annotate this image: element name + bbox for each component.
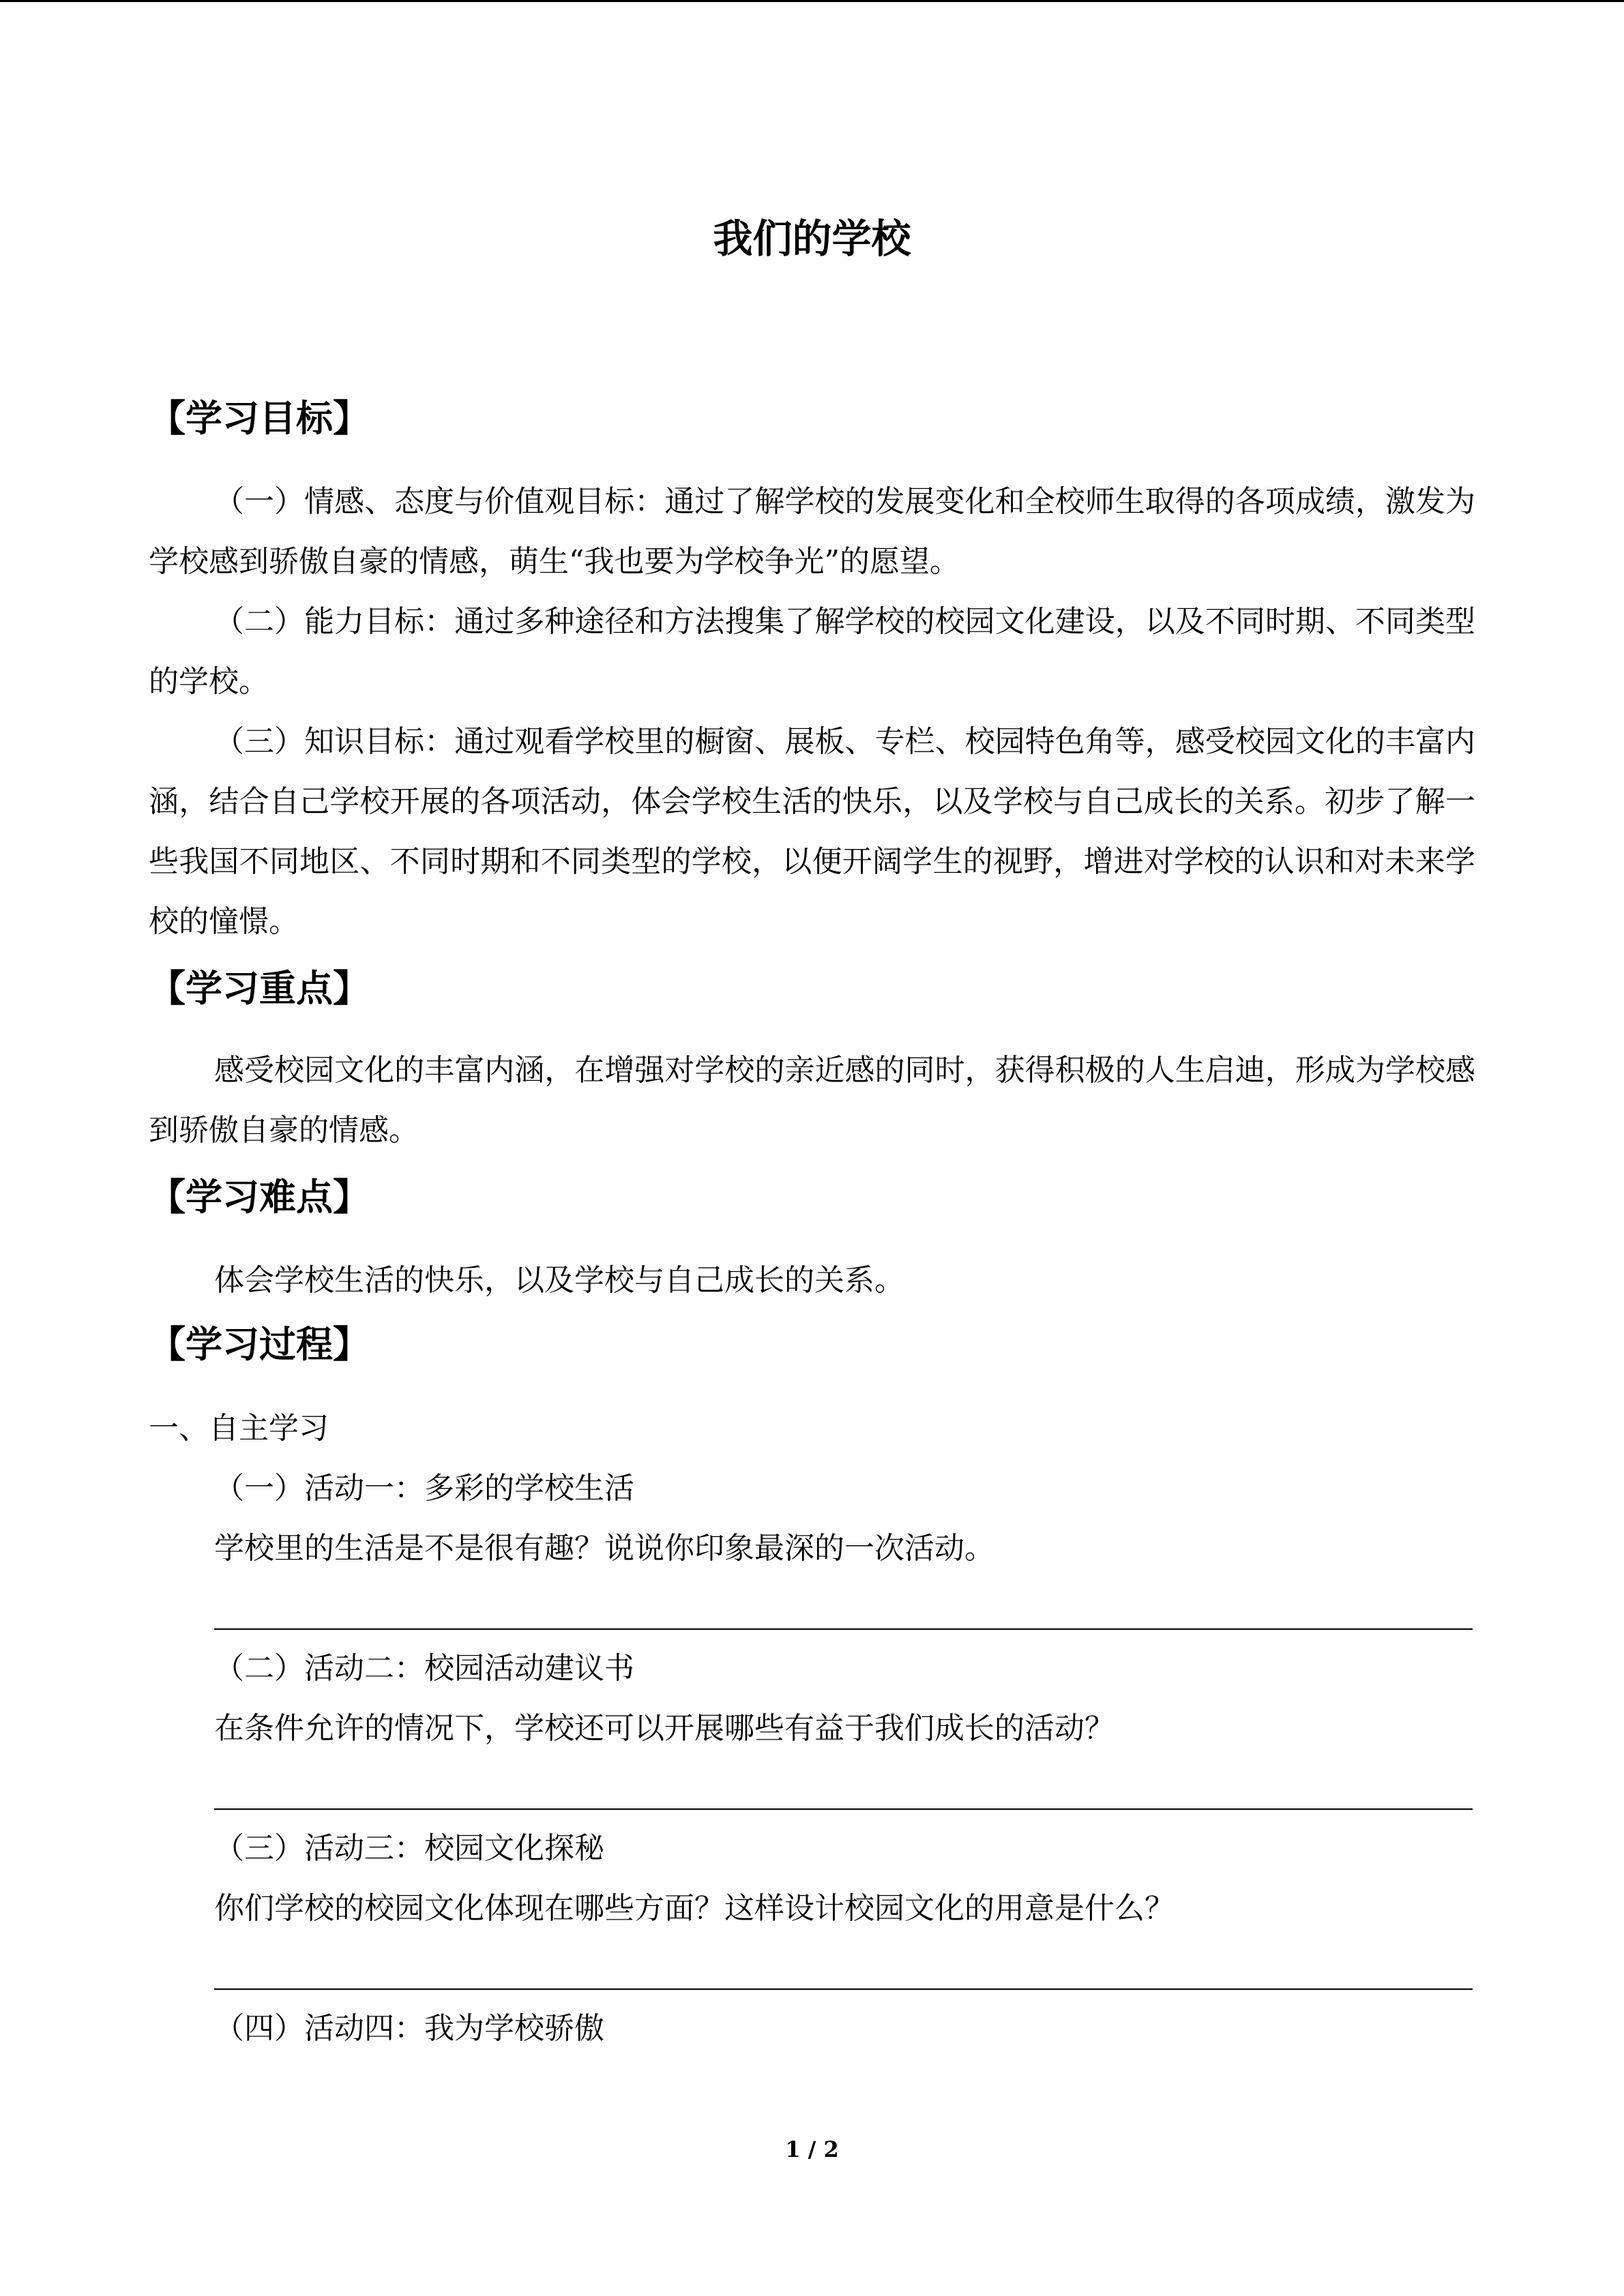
activity-3-answer-line[interactable] — [214, 1988, 1473, 1990]
difficulties-heading: 【学习难点】 — [149, 1176, 370, 1219]
objective-ability: （二）能力目标：通过多种途径和方法搜集了解学校的校园文化建设，以及不同时期、不同类型的学校。 — [149, 604, 1475, 699]
activity-2-question: 在条件允许的情况下，学校还可以开展哪些有益于我们成长的活动？ — [214, 1711, 1114, 1746]
activity-2-answer-line[interactable] — [214, 1808, 1473, 1810]
activity-1-title: （一）活动一：多彩的学校生活 — [214, 1471, 634, 1506]
key-points-text: 感受校园文化的丰富内涵，在增强对学校的亲近感的同时，获得积极的人生启迪，形成为学校感到骄傲自豪的情感。 — [149, 1053, 1475, 1148]
activity-1-question: 学校里的生活是不是很有趣？说说你印象最深的一次活动。 — [214, 1531, 994, 1566]
self-study-title: 一、自主学习 — [149, 1411, 329, 1446]
objective-knowledge: （三）知识目标：通过观看学校里的橱窗、展板、专栏、校园特色角等，感受校园文化的丰富内涵，结合自己学校开展的各项活动，体会学校生活的快乐，以及学校与自己成长的关系。初步了解一些我国不同地区、不同时期和不同类型的学校，以便开阔学生的视野，增进对学校的认识和对未来学校的憧憬。 — [149, 724, 1475, 939]
activity-4-title: （四）活动四：我为学校骄傲 — [214, 2011, 604, 2046]
activity-1-answer-line[interactable] — [214, 1628, 1473, 1630]
process-heading: 【学习过程】 — [149, 1323, 370, 1366]
document-title: 我们的学校 — [713, 215, 911, 262]
objectives-heading: 【学习目标】 — [149, 397, 370, 440]
top-border-line — [0, 0, 1624, 2]
objective-emotion: （一）情感、态度与价值观目标：通过了解学校的发展变化和全校师生取得的各项成绩，激发为学校感到骄傲自豪的情感，萌生“我也要为学校争光”的愿望。 — [149, 484, 1475, 579]
page-number: 1 / 2 — [785, 2136, 839, 2162]
activity-2-title: （二）活动二：校园活动建议书 — [214, 1651, 634, 1686]
difficulties-text: 体会学校生活的快乐，以及学校与自己成长的关系。 — [214, 1263, 904, 1298]
activity-3-title: （三）活动三：校园文化探秘 — [214, 1831, 604, 1866]
activity-3-question: 你们学校的校园文化体现在哪些方面？这样设计校园文化的用意是什么？ — [214, 1891, 1175, 1926]
key-points-heading: 【学习重点】 — [149, 967, 370, 1010]
